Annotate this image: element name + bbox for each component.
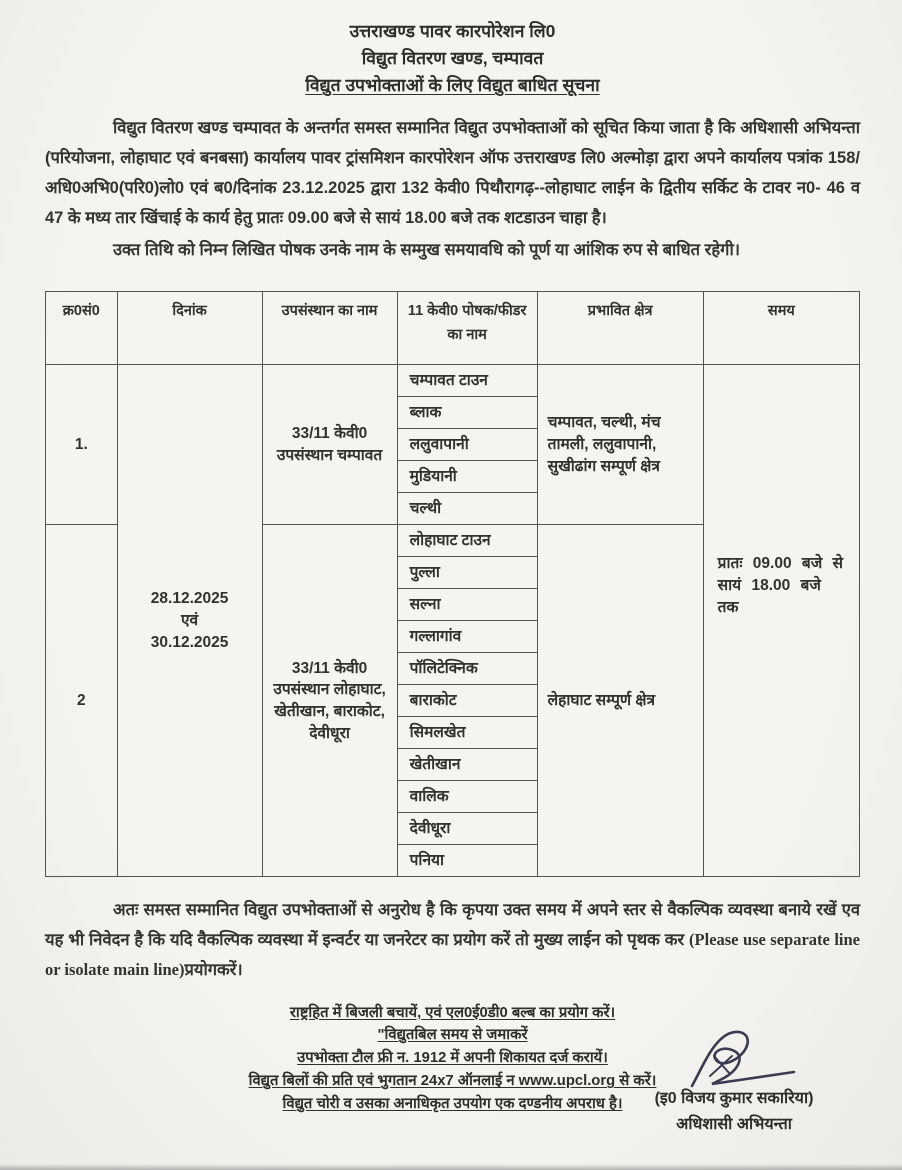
cell-substation-2: 33/11 केवी0 उपसंस्थान लोहाघाट, खेतीखान, बाराकोट, देवीधूरा	[262, 525, 397, 877]
slogan-line: विद्युत चोरी व उसका अनाधिकृत उपयोग एक दण्डनीय अपराध है।	[282, 1096, 623, 1113]
document-header	[45, 18, 860, 99]
cell-feeder: पॉलिटेक्निक	[397, 653, 537, 685]
date-line: 28.12.2025	[150, 590, 229, 608]
header-feeder: 11 केवी0 पोषक/फीडर का नाम	[397, 292, 537, 365]
org-name: उत्तराखण्ड पावर कारपोरेशन लि0	[349, 21, 556, 41]
cell-date	[117, 365, 262, 877]
cell-feeder: ब्लाक	[397, 397, 537, 429]
cell-feeder: ललुवापानी	[397, 429, 537, 461]
request-text-hindi: अतः समस्त सम्मानित विद्युत उपभोक्ताओं से अनुरोध है कि कृपया उक्त समय में अपने स्तर से वैकल्पिक व्यवस्था बनाये रखें एव यह भी निवेदन है कि यदि वैकल्पिक व्यवस्था में इन्वर्टर या जनरेटर का प्रयोग करें तो मुख्य लाईन को पृथक कर	[45, 901, 860, 950]
slogan-line: राष्ट्रहित में बिजली बचायें, एवं एल0ई0डी0 बल्ब का प्रयोग करें।	[289, 1004, 616, 1021]
cell-feeder: बाराकोट	[397, 685, 537, 717]
cell-feeder: पुल्ला	[397, 557, 537, 589]
request-copy	[45, 895, 860, 985]
header-time: समय	[703, 292, 859, 365]
request-paragraph	[45, 895, 860, 985]
schedule-note-paragraph: उक्त तिथि को निम्न लिखित पोषक उनके नाम के सम्मुख समयावधि को पूर्ण या आंशिक रुप से बाधित रहेगी।	[113, 241, 740, 260]
cell-serial-1: 1.	[46, 365, 118, 525]
cell-time: प्रातः 09.00 बजे से सायं 18.00 बजे तक	[703, 365, 859, 877]
cell-feeder: देवीधूरा	[397, 813, 537, 845]
request-text-english: (Please use separate line or isolate main line)	[45, 930, 860, 980]
table-row	[46, 365, 860, 397]
cell-serial-2: 2	[46, 525, 118, 877]
slogan-line: विद्युत बिलों की प्रति एवं भुगतान 24x7 ऑनलाई न www.upcl.org से करें।	[248, 1073, 657, 1090]
request-text-close: प्रयोगकरें।	[184, 961, 243, 980]
signatory-name: (इ0 विजय कुमार सकारिया)	[654, 1090, 814, 1107]
signature-block	[614, 1028, 854, 1134]
header-substation: उपसंस्थान का नाम	[262, 292, 397, 365]
cell-substation-1: 33/11 केवी0 उपसंस्थान चम्पावत	[262, 365, 397, 525]
body-copy	[45, 113, 860, 265]
cell-feeder: पनिया	[397, 845, 537, 877]
header-date: दिनांक	[117, 292, 262, 365]
header-area: प्रभावित क्षेत्र	[537, 292, 703, 365]
header-serial: क्र0सं0	[46, 292, 118, 365]
date-line: एवं	[180, 612, 199, 630]
cell-feeder: वालिक	[397, 781, 537, 813]
cell-feeder: सल्ना	[397, 589, 537, 621]
division-name: विद्युत वितरण खण्ड, चम्पावत	[361, 48, 544, 69]
intro-paragraph: विद्युत वितरण खण्ड चम्पावत के अन्तर्गत समस्त सम्मानित विद्युत उपभोक्ताओं को सूचित किया जाता है कि अधिशासी अभियन्ता (परियोजना, लोहाघाट एवं बनबसा) कार्यालय पावर ट्रांसमिशन कारपोरेशन ऑफ उत्तराखण्ड लि0 अल्मोड़ा द्वारा अपने कार्यालय पत्रांक 158/अधि0अभि0(परि0)लो0 एवं ब0/दिनांक 23.12.2025 द्वारा 132 केवी0 पिथौरागढ़--लोहाघाट लाईन के द्वितीय सर्किट के टावर न0- 46 व 47 के मध्य तार खिंचाई के कार्य हेतु प्रातः 09.00 बजे से सायं 18.00 बजे तक शटडाउन चाहा है।	[45, 119, 860, 228]
outage-schedule-table	[45, 291, 860, 877]
cell-feeder: चल्थी	[397, 493, 537, 525]
cell-feeder: मुडियानी	[397, 461, 537, 493]
cell-feeder: सिमलखेत	[397, 717, 537, 749]
cell-feeder: चम्पावत टाउन	[397, 365, 537, 397]
date-line: 30.12.2025	[150, 633, 229, 651]
signatory-designation: अधिशासी अभियन्ता	[676, 1115, 792, 1133]
cell-feeder: गल्लागांव	[397, 621, 537, 653]
cell-feeder: खेतीखान	[397, 749, 537, 781]
cell-feeder: लोहाघाट टाउन	[397, 525, 537, 557]
table-header-row	[46, 292, 860, 365]
cell-area-1: चम्पावत, चल्थी, मंच तामली, ललुवापानी, सुखीढांग सम्पूर्ण क्षेत्र	[537, 365, 703, 525]
slogan-line: उपभोक्ता टौल फ्री न. 1912 में अपनी शिकायत दर्ज करायें।	[297, 1050, 608, 1067]
signature-icon	[654, 1028, 814, 1092]
notice-title: विद्युत उपभोक्ताओं के लिए विद्युत बाधित सूचना	[305, 75, 600, 96]
cell-area-2: लेहाघाट सम्पूर्ण क्षेत्र	[537, 525, 703, 877]
slogan-line: "विद्युतबिल समय से जमाकरें	[377, 1027, 528, 1044]
